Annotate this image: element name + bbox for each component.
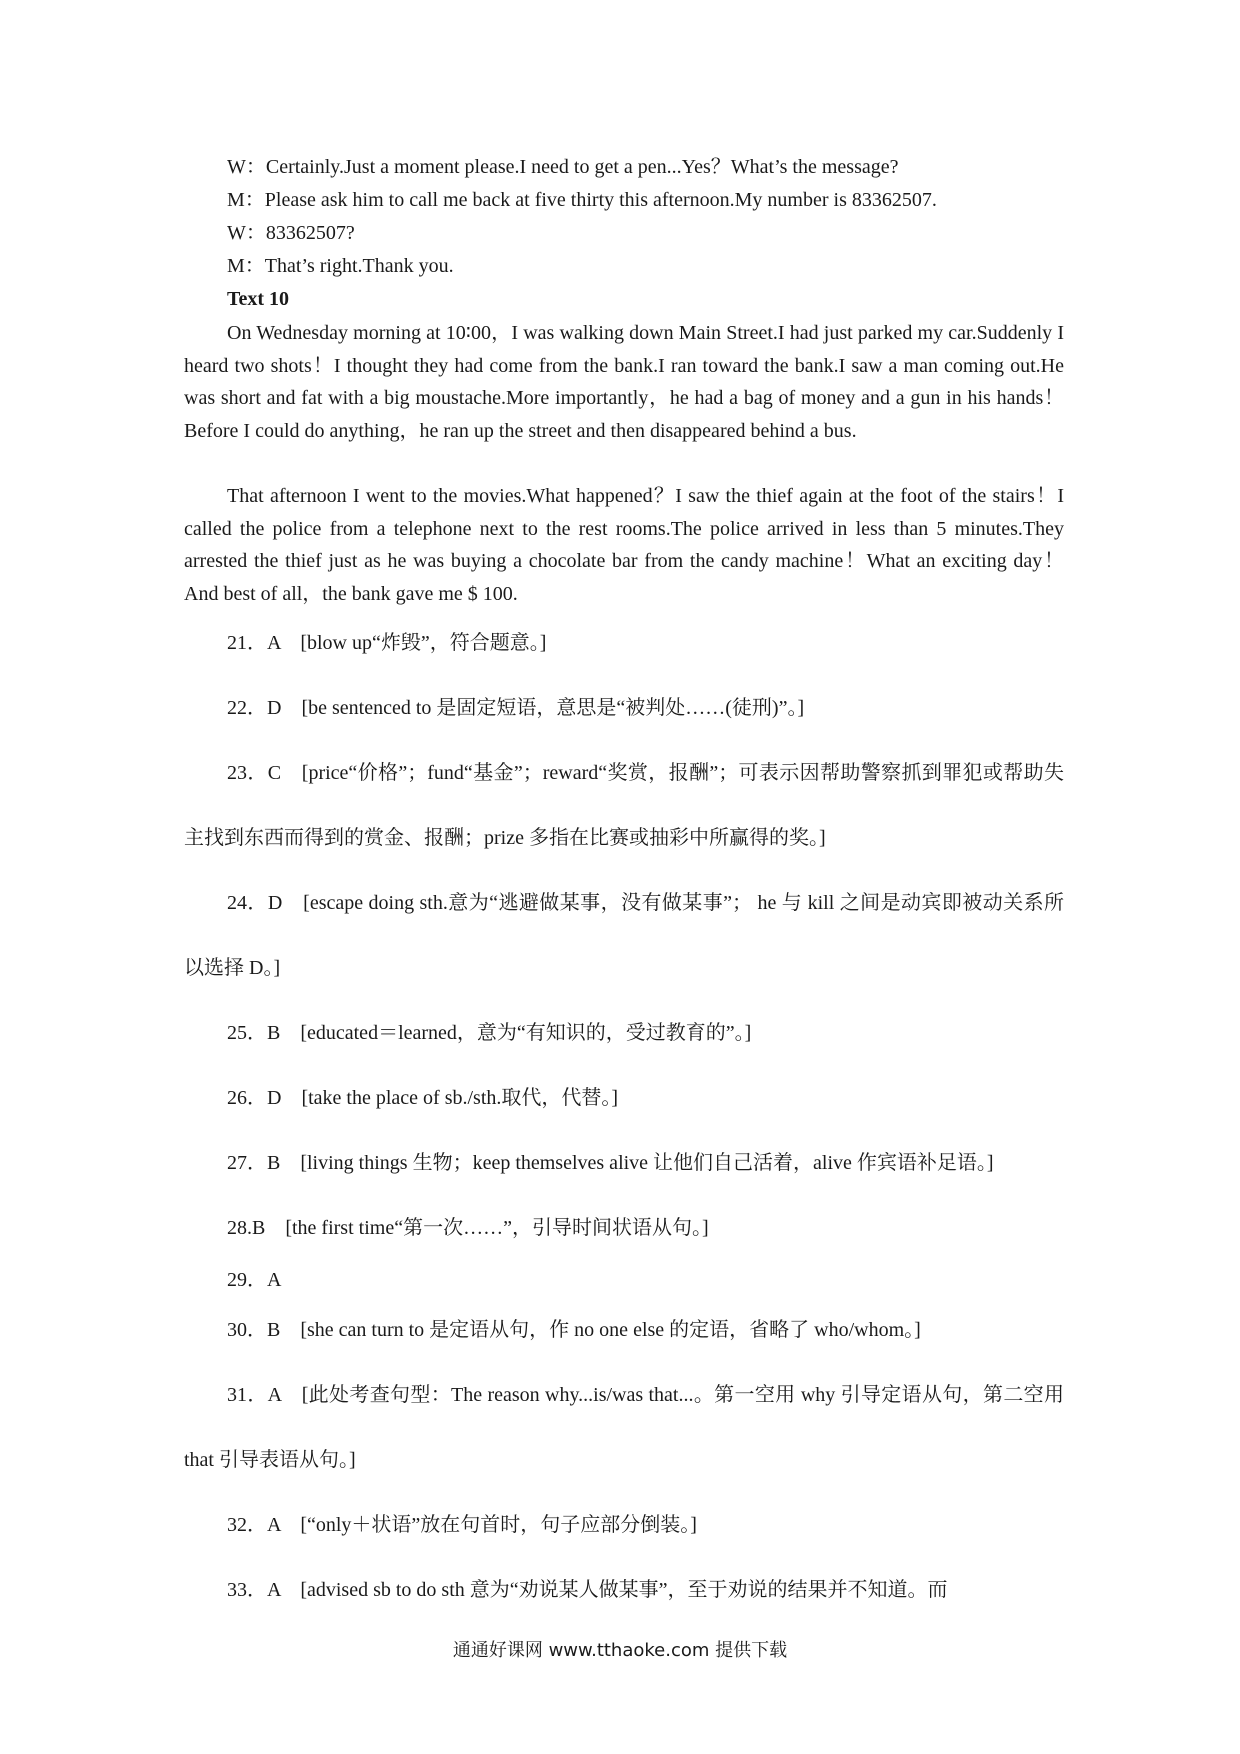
answer-31: 31．A [此处考查句型：The reason why...is/was that...。第一空用 why 引导定语从句，第二空用 that 引导表语从句。] [184,1384,1064,1471]
text10-paragraph-1: On Wednesday morning at 10∶00，I was walking down Main Street.I had just parked my car.Suddenly I heard two shots！I thought they had come from the bank.I ran toward the bank.I saw a man coming out.He was short and fat with a big moustache.More importantly，he had a bag of money and a gun in his hands！Before I could do anything，he ran up the street and then disappeared behind a bus. [184,322,1064,442]
text10-paragraph-2: That afternoon I went to the movies.What happened？I saw the thief again at the foot of the stairs！I called the police from a telephone next to the rest rooms.The police arrived in less than 5 minutes.They arrested the thief just as he was buying a chocolate bar from the candy machine！What an exciting day！And best of all，the bank gave me $ 100. [184,485,1064,605]
answer-33: 33．A [advised sb to do sth 意为“劝说某人做某事”，至于劝说的结果并不知道。而 [227,1579,948,1601]
dialogue-line-3: W：83362507? [227,222,355,244]
dialogue-line-4: M：That’s right.Thank you. [227,255,454,277]
answer-25: 25．B [educated＝learned，意为“有知识的，受过教育的”。] [227,1022,752,1044]
page-footer: 通通好课网 www.tthaoke.com 提供下载 [452,1640,788,1661]
answer-29: 29．A [227,1269,282,1291]
text10-heading: Text 10 [227,288,290,310]
dialogue-line-2: M：Please ask him to call me back at five thirty this afternoon.My number is 83362507. [227,189,937,211]
answer-24: 24．D [escape doing sth.意为“逃避做某事，没有做某事”； he 与 kill 之间是动宾即被动关系所以选择 D。] [184,892,1064,979]
answer-21: 21．A [blow up“炸毁”，符合题意。] [227,632,547,654]
answer-22: 22．D [be sentenced to 是固定短语，意思是“被判处……(徒刑)”。] [227,697,805,719]
answer-27: 27．B [living things 生物；keep themselves alive 让他们自己活着，alive 作宾语补足语。] [227,1152,994,1174]
dialogue-line-1: W：Certainly.Just a moment please.I need to get a pen...Yes？What’s the message? [227,156,899,178]
answer-32: 32．A [“only＋状语”放在句首时，句子应部分倒装。] [227,1514,697,1536]
answer-28: 28.B [the first time“第一次……”，引导时间状语从句。] [227,1217,709,1239]
answer-30: 30．B [she can turn to 是定语从句，作 no one else 的定语，省略了 who/whom。] [227,1319,921,1341]
answer-23: 23．C [price“价格”；fund“基金”；reward“奖赏，报酬”；可表示因帮助警察抓到罪犯或帮助失主找到东西而得到的赏金、报酬；prize 多指在比赛或抽彩中所赢得的奖。] [184,762,1064,849]
answer-26: 26．D [take the place of sb./sth.取代，代替。] [227,1087,619,1109]
